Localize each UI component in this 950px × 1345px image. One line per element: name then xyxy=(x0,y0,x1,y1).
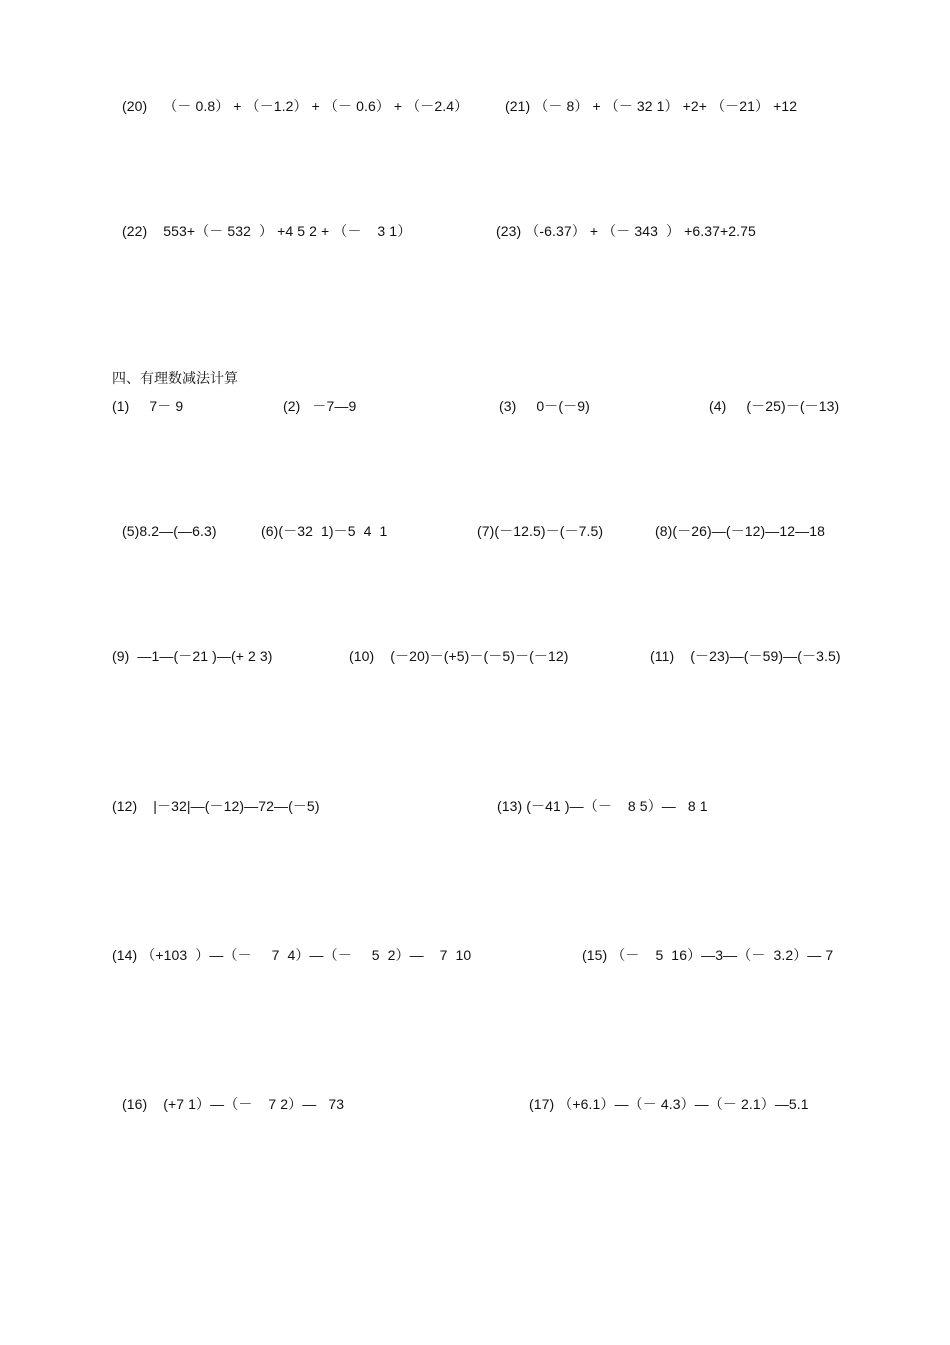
problem-10: (10) (－20)－(+5)－(－5)－(－12) xyxy=(349,648,569,664)
problem-12: (12) |－32|—(－12)—72—(－5) xyxy=(112,798,320,814)
problem-7: (7)(－12.5)－(－7.5) xyxy=(477,523,604,539)
problem-4: (4) (－25)－(－13) xyxy=(709,398,840,414)
problem-6: (6)(－32 1)－5 4 1 xyxy=(261,523,388,539)
problem-16: (16) (+7 1）—（－ 7 2）— 73 xyxy=(122,1096,345,1112)
problem-13: (13) (－41 )—（－ 8 5）— 8 1 xyxy=(497,798,708,814)
problem-1: (1) 7－ 9 xyxy=(112,398,184,414)
problem-9: (9) —1—(－21 )—(+ 2 3) xyxy=(112,648,273,664)
problem-15: (15) （－ 5 16）—3—（－ 3.2）— 7 xyxy=(582,947,834,963)
problem-22: (22) 553+（－ 532 ） +4 5 2 + （－ 3 1） xyxy=(122,223,412,239)
problem-2: (2) －7—9 xyxy=(283,398,357,414)
problem-3: (3) 0－(－9) xyxy=(499,398,590,414)
section-heading: 四、有理数减法计算 xyxy=(112,371,238,387)
problem-23: (23) （-6.37） + （－ 343 ） +6.37+2.75 xyxy=(496,223,756,239)
problem-8: (8)(－26)—(－12)—12—18 xyxy=(655,523,826,539)
problem-14: (14) （+103 ）—（－ 7 4）—（－ 5 2）— 7 10 xyxy=(112,947,472,963)
problem-17: (17) （+6.1）—（－ 4.3）—（－ 2.1）—5.1 xyxy=(529,1096,809,1112)
problem-20: (20) （－ 0.8） + （－1.2） + （－ 0.6） + （－2.4） xyxy=(122,98,469,114)
problem-5: (5)8.2—(—6.3) xyxy=(122,523,217,539)
problem-21: (21) （－ 8） + （－ 32 1） +2+ （－21） +12 xyxy=(505,98,798,114)
problem-11: (11) (－23)—(－59)—(－3.5) xyxy=(650,648,841,664)
